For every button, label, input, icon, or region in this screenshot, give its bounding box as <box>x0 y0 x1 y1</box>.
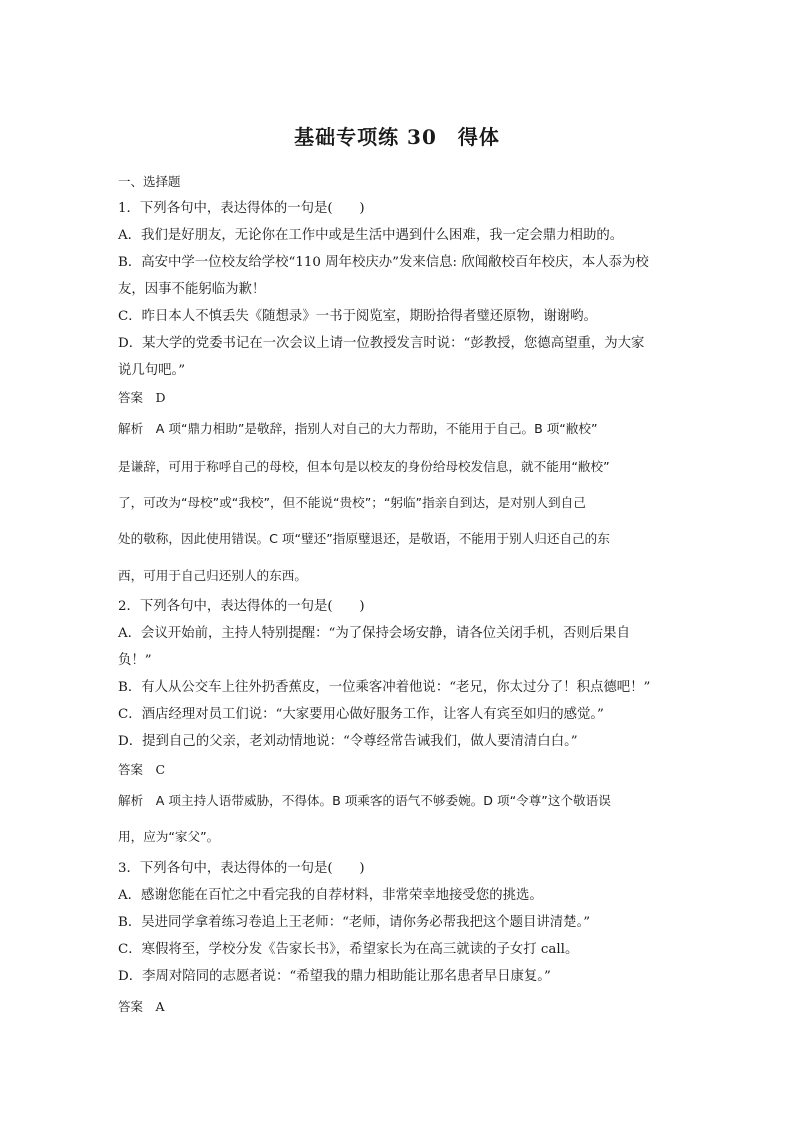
question-1-option-c: C．昨日本人不慎丢失《随想录》一书于阅览室，期盼拾得者璧还原物，谢谢哟。 <box>118 309 597 324</box>
question-2-analysis-line: 用，应为“家父”。 <box>118 829 220 844</box>
question-3-option-c: C．寒假将至，学校分发《告家长书》，希望家长为在高三就读的子女打 call。 <box>118 942 579 957</box>
question-1-option-b-cont: 友，因事不能躬临为歉！ <box>118 282 266 297</box>
question-1-stem: 1．下列各句中，表达得体的一句是( ) <box>118 201 365 216</box>
question-1-option-b: B．高安中学一位校友给学校“110 周年校庆办”发来信息: 欣闻敝校百年校庆，本人忝为校 <box>118 255 649 270</box>
question-1-answer: 答案 D <box>118 390 166 405</box>
question-1-option-d: D．某大学的党委书记在一次会议上请一位教授发言时说：“彭教授，您德高望重，为大家 <box>118 336 645 351</box>
question-2-stem: 2．下列各句中，表达得体的一句是( ) <box>118 599 365 614</box>
question-3-stem: 3．下列各句中，表达得体的一句是( ) <box>118 861 365 876</box>
question-2-option-a-cont: 负！” <box>118 653 152 668</box>
question-1-analysis-line: 是谦辞，可用于称呼自己的母校，但本句是以校友的身份给母校发信息，就不能用“敝校” <box>118 459 610 474</box>
section-heading: 一、选择题 <box>118 174 181 189</box>
question-3-answer: 答案 A <box>118 999 165 1014</box>
question-1-analysis-line: 处的敬称，因此使用错误。C 项“璧还”指原璧退还，是敬语，不能用于别人归还自己的东 <box>118 531 610 546</box>
question-3-option-a: A．感谢您能在百忙之中看完我的自荐材料，非常荣幸地接受您的挑选。 <box>118 888 543 903</box>
question-3-option-d: D．李周对陪同的志愿者说：“希望我的鼎力相助能让那名患者早日康复。” <box>118 969 551 984</box>
question-1-analysis-line: 解析 A 项“鼎力相助”是敬辞，指别人对自己的大力帮助，不能用于自己。B 项“敝校” <box>118 421 598 436</box>
question-2-option-d: D．提到自己的父亲，老刘动情地说：“令尊经常告诫我们，做人要清清白白。” <box>118 734 578 749</box>
question-1-analysis-line: 了，可改为“母校”或“我校”，但不能说“贵校”；“躬临”指亲自到达，是对别人到自己 <box>118 495 586 510</box>
question-1-option-a: A．我们是好朋友，无论你在工作中或是生活中遇到什么困难，我一定会鼎力相助的。 <box>118 228 624 243</box>
question-1-analysis-line: 西，可用于自己归还别人的东西。 <box>118 568 307 583</box>
question-2-option-a: A．会议开始前，主持人特别提醒：“为了保持会场安静，请各位关闭手机，否则后果自 <box>118 626 630 641</box>
question-3-option-b: B．吴进同学拿着练习卷追上王老师：“老师，请你务必帮我把这个题目讲清楚。” <box>118 915 591 930</box>
page-title: 基础专项练 30 得体 <box>294 125 500 149</box>
question-2-option-c: C．酒店经理对员工们说：“大家要用心做好服务工作，让客人有宾至如归的感觉。” <box>118 707 604 722</box>
question-2-analysis-line: 解析 A 项主持人语带威胁，不得体。B 项乘客的语气不够委婉。D 项“令尊”这个敬语误 <box>118 793 611 808</box>
question-1-option-d-cont: 说几句吧。” <box>118 363 186 378</box>
question-2-answer: 答案 C <box>118 762 166 777</box>
question-2-option-b: B．有人从公交车上往外扔香蕉皮，一位乘客冲着他说：“老兄，你太过分了！积点德吧！” <box>118 680 651 695</box>
